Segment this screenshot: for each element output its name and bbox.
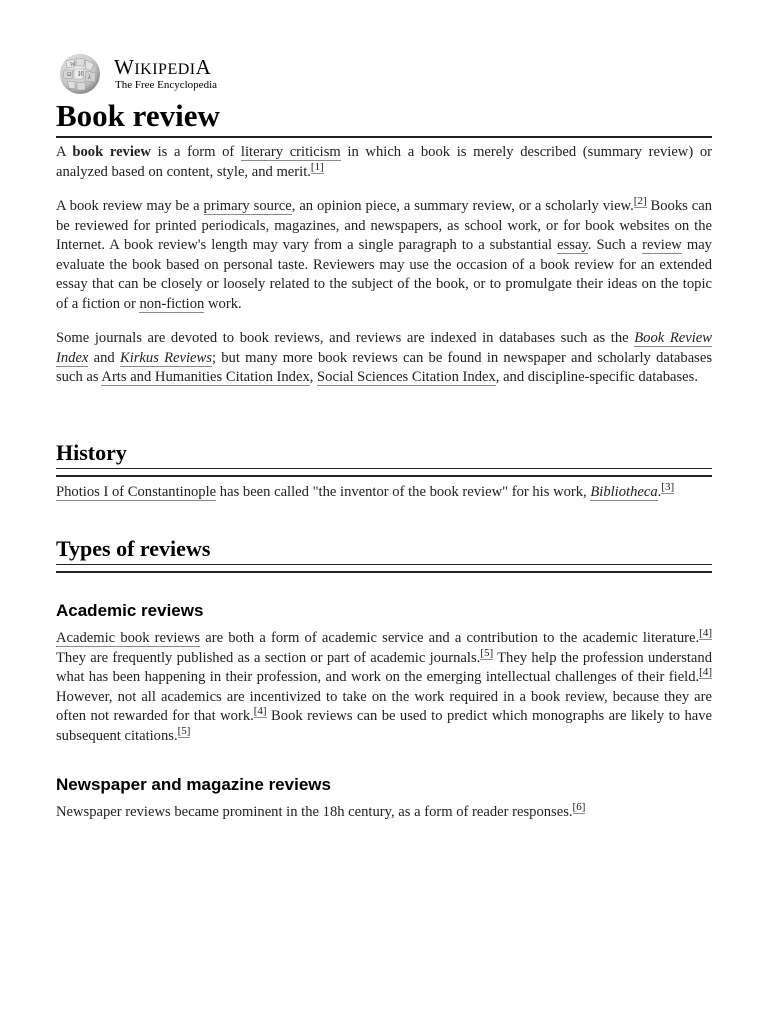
bold-term: book review (72, 144, 151, 160)
text-run: is a form of (150, 144, 241, 160)
history-paragraph (56, 483, 712, 503)
section-divider (56, 564, 712, 573)
link-literary-criticism[interactable]: literary criticism (240, 144, 341, 160)
text-run: . (657, 484, 662, 500)
text-run: has been called "the inventor of the book review" for his work, (216, 484, 591, 500)
citation-4[interactable]: [4] (253, 705, 267, 718)
svg-text:λ: λ (88, 75, 91, 81)
page-title: Book review (56, 97, 712, 138)
svg-text:W: W (70, 62, 76, 68)
link-arts-humanities-citation-index[interactable]: Arts and Humanities Citation Index (101, 369, 310, 385)
text-run: They are frequently published as a section or part of academic journals. (56, 649, 481, 666)
link-primary-source[interactable]: primary source (203, 198, 292, 214)
link-photios[interactable]: Photios I of Constantinople (56, 484, 217, 500)
text-run: work. (204, 295, 242, 312)
link-review[interactable]: review (642, 237, 682, 253)
link-bibliotheca[interactable]: Bibliotheca (590, 484, 658, 500)
text-run: Book reviews can be used to predict which monographs are likely to have subsequent citations. (56, 708, 712, 744)
intro-paragraph-1 (56, 143, 712, 182)
wordmark-initial: W (114, 55, 135, 79)
text-run: They help the profession understand what has been happening in their profession, and work on the emerging intellectual challenges of their field. (56, 649, 712, 685)
section-heading-types: Types of reviews (56, 536, 211, 561)
text-run: A book review may be a (56, 198, 204, 214)
text-run: are both a form of academic service and a contribution to the academic literature. (200, 630, 700, 646)
text-run: Some journals are devoted to book reviews, and reviews are indexed in databases such as the (56, 330, 635, 346)
wordmark-final: A (195, 55, 212, 79)
text-run: and (88, 349, 120, 366)
section-divider (56, 468, 712, 477)
text-run: Books can be reviewed for printed periodicals, magazines, and newspapers, as school work, or for book websites on the Internet. A book review's length may vary from a single paragraph to a substantial (56, 198, 713, 253)
wikipedia-logo[interactable] (56, 53, 256, 95)
link-essay[interactable]: essay (557, 237, 588, 253)
academic-paragraph (56, 629, 712, 746)
wikipedia-tagline: The Free Encyclopedia (115, 79, 218, 91)
svg-text:И: И (78, 70, 84, 78)
wordmark-middle: IKIPEDI (134, 61, 196, 78)
intro-paragraph-3 (56, 329, 712, 388)
text-run: in which a book is merely described (summary review) or analyzed based on content, style, and merit. (56, 144, 713, 180)
text-run: , (309, 369, 318, 385)
citation-5[interactable]: [5] (480, 646, 494, 659)
link-non-fiction[interactable]: non-fiction (139, 295, 205, 312)
link-social-sciences-citation-index[interactable]: Social Sciences Citation Index (317, 369, 496, 385)
citation-2[interactable]: [2] (633, 195, 647, 208)
subsection-heading-newspaper: Newspaper and magazine reviews (56, 775, 331, 794)
text-run: . Such a (587, 237, 643, 253)
text-run: may evaluate the book based on personal taste. Reviewers may use the occasion of a book review for an extended essay that can be closely or loosely related to the subject of the book, or to promulgate their ideas on the topic of a fiction or (56, 237, 712, 312)
text-run: Newspaper reviews became prominent in the 18h century, as a form of reader responses. (56, 804, 573, 820)
link-kirkus-reviews[interactable]: Kirkus Reviews (119, 349, 212, 366)
text-run: , and discipline-specific databases. (495, 369, 698, 385)
wikipedia-globe-icon (56, 53, 104, 95)
link-book-review-index[interactable]: Book Review Index (56, 330, 712, 366)
section-heading-history: History (56, 440, 127, 465)
text-run: However, not all academics are incentivized to take on the work required in a book review, because they are often not rewarded for that work. (56, 688, 712, 724)
wikipedia-wordmark (114, 56, 211, 81)
citation-1[interactable]: [1] (310, 160, 324, 173)
citation-3[interactable]: [3] (661, 481, 675, 494)
citation-4[interactable]: [4] (699, 627, 712, 640)
newspaper-paragraph (56, 803, 712, 823)
subsection-heading-academic: Academic reviews (56, 601, 204, 620)
text-run: A (56, 144, 73, 160)
text-run: , an opinion piece, a summary review, or a scholarly view. (291, 198, 634, 214)
svg-text:Ω: Ω (67, 72, 72, 78)
intro-paragraph-2 (56, 197, 712, 314)
citation-4[interactable]: [4] (699, 666, 712, 679)
citation-6[interactable]: [6] (572, 801, 586, 814)
text-run: ; but many more book reviews can be found in newspaper and scholarly databases such as (56, 349, 713, 385)
link-academic-book-reviews[interactable]: Academic book reviews (56, 630, 201, 646)
citation-5[interactable]: [5] (177, 724, 191, 737)
